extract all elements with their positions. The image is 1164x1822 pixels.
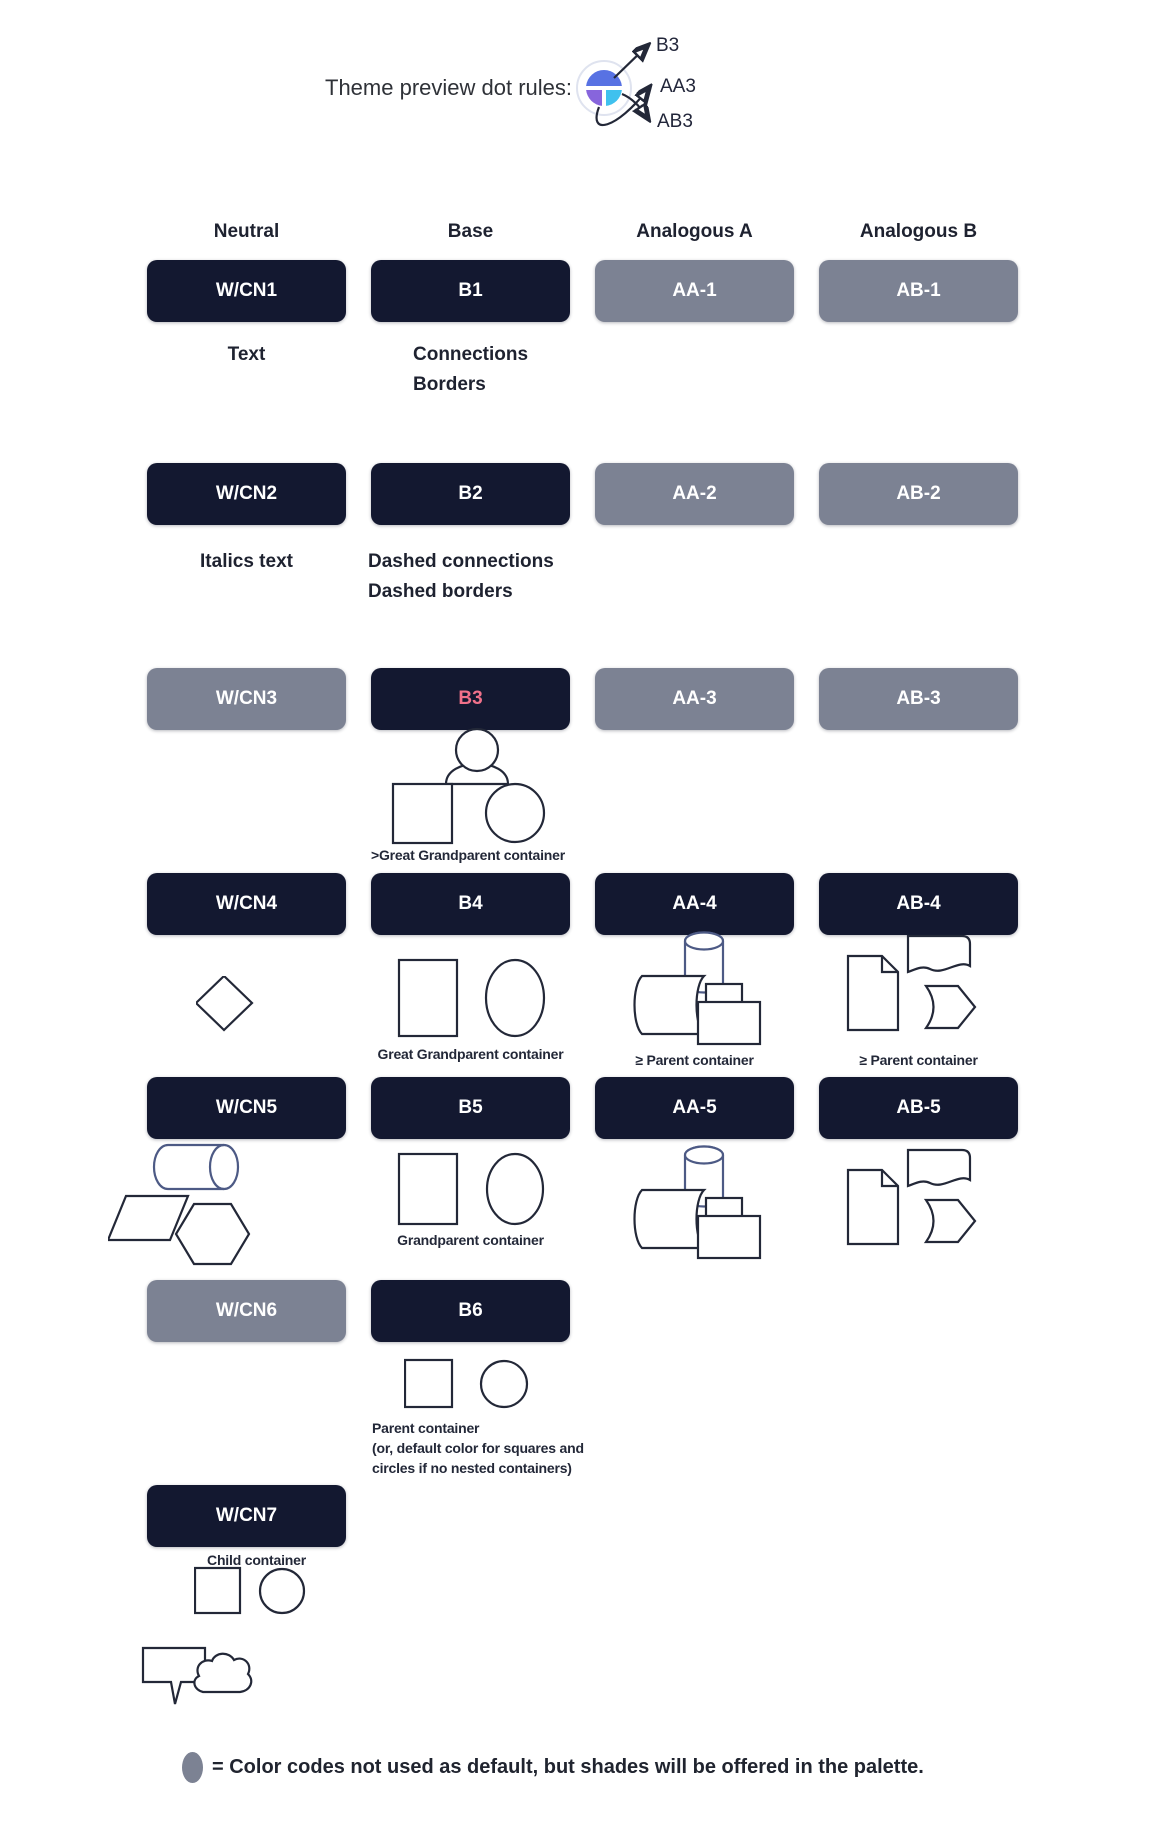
label-connections: Connections (413, 344, 529, 365)
diamond-shape (196, 976, 254, 1032)
label-borders: Borders (413, 374, 486, 395)
person-square-circle-shapes (385, 722, 555, 846)
swatch-ab-4: AB-4 (819, 873, 1018, 935)
aa4-cylinder-card-shapes (628, 930, 762, 1050)
caption-great-grandparent: Great Grandparent container (377, 1046, 564, 1062)
swatch-w-cn1: W/CN1 (147, 260, 346, 322)
legend-dot (182, 1752, 203, 1783)
swatch-aa-2: AA-2 (595, 463, 794, 525)
circle-shape (481, 1361, 527, 1407)
caption-parent-line1: Parent container (372, 1420, 480, 1436)
cylinder-top (685, 1147, 723, 1164)
caption-parent-gte-b: ≥ Parent container (859, 1052, 978, 1068)
stored-data-shape (635, 1190, 705, 1248)
caption-parent-line3: circles if no nested containers) (372, 1460, 572, 1476)
caption-child-container: Child container (207, 1552, 306, 1568)
square-shape (195, 1568, 240, 1613)
page-title: Theme preview dot rules: (325, 75, 572, 100)
hexagon-shape (176, 1204, 249, 1264)
circle-shape (486, 960, 544, 1036)
swatch-aa-3: AA-3 (595, 668, 794, 730)
wavy-card-shape (908, 1150, 970, 1186)
label-dashed-connections: Dashed connections (368, 551, 554, 572)
person-head (456, 729, 498, 771)
speech-bubble-shape (143, 1648, 205, 1704)
circle-shape (260, 1569, 304, 1613)
caption-parent-line2: (or, default color for squares and (372, 1440, 584, 1456)
swatch-w-cn6: W/CN6 (147, 1280, 346, 1342)
wcn7-square-circle-shapes (194, 1564, 306, 1618)
swatch-ab-2: AB-2 (819, 463, 1018, 525)
pennant-shape (926, 1200, 975, 1242)
caption-grandparent: Grandparent container (397, 1232, 544, 1248)
dot-label-ab3: AB3 (657, 111, 693, 132)
swatch-b1: B1 (371, 260, 570, 322)
label-italics-text: Italics text (200, 551, 293, 572)
ab4-document-flag-shapes (846, 934, 980, 1034)
swatch-b2: B2 (371, 463, 570, 525)
caption-great-grandparent-gt: >Great Grandparent container (371, 847, 565, 863)
wavy-card-shape (908, 936, 970, 972)
b4-square-circle-shapes (397, 958, 557, 1046)
swatch-w-cn3: W/CN3 (147, 668, 346, 730)
swatch-ab-5: AB-5 (819, 1077, 1018, 1139)
card-shape (698, 1002, 760, 1044)
wcn5-cylinder-parallelogram-hexagon-shapes (108, 1142, 288, 1268)
swatch-w-cn7: W/CN7 (147, 1485, 346, 1547)
swatch-aa-5: AA-5 (595, 1077, 794, 1139)
swatch-b4: B4 (371, 873, 570, 935)
dot-label-b3: B3 (656, 35, 680, 56)
square-shape (399, 1154, 457, 1224)
document-shape (848, 956, 898, 1030)
column-header-neutral: Neutral (213, 221, 280, 242)
label-dashed-borders: Dashed borders (368, 581, 513, 602)
horizontal-cylinder-shape (154, 1145, 238, 1189)
square-shape (405, 1360, 452, 1407)
dot-label-aa3: AA3 (660, 76, 696, 97)
swatch-aa-1: AA-1 (595, 260, 794, 322)
swatch-w-cn2: W/CN2 (147, 463, 346, 525)
swatch-aa-4: AA-4 (595, 873, 794, 935)
circle-shape (487, 1154, 543, 1224)
b5-square-circle-shapes (397, 1152, 557, 1228)
swatch-b5: B5 (371, 1077, 570, 1139)
stored-data-shape (635, 976, 705, 1034)
swatch-b3: B3 (371, 668, 570, 730)
b6-square-circle-shapes (404, 1358, 534, 1410)
column-header-analogous-a: Analogous A (636, 221, 753, 242)
cylinder-top (685, 933, 723, 950)
column-header-base: Base (447, 221, 494, 242)
label-text: Text (227, 344, 266, 365)
pennant-shape (926, 986, 975, 1028)
aa5-cylinder-card-shapes (628, 1144, 762, 1264)
swatch-b6: B6 (371, 1280, 570, 1342)
swatch-ab-3: AB-3 (819, 668, 1018, 730)
card-shape (698, 1216, 760, 1258)
swatch-w-cn4: W/CN4 (147, 873, 346, 935)
speech-bubble-cloud-shapes (140, 1640, 262, 1710)
caption-parent-gte-a: ≥ Parent container (635, 1052, 754, 1068)
square-shape (393, 784, 452, 843)
swatch-w-cn5: W/CN5 (147, 1077, 346, 1139)
legend-text: = Color codes not used as default, but shades will be offered in the palette. (212, 1756, 924, 1778)
swatch-ab-1: AB-1 (819, 260, 1018, 322)
ab5-document-flag-shapes (846, 1148, 980, 1248)
square-shape (399, 960, 457, 1036)
arrow-to-b3 (614, 47, 646, 78)
document-shape (848, 1170, 898, 1244)
circle-shape (486, 784, 544, 842)
column-header-analogous-b: Analogous B (859, 221, 978, 242)
